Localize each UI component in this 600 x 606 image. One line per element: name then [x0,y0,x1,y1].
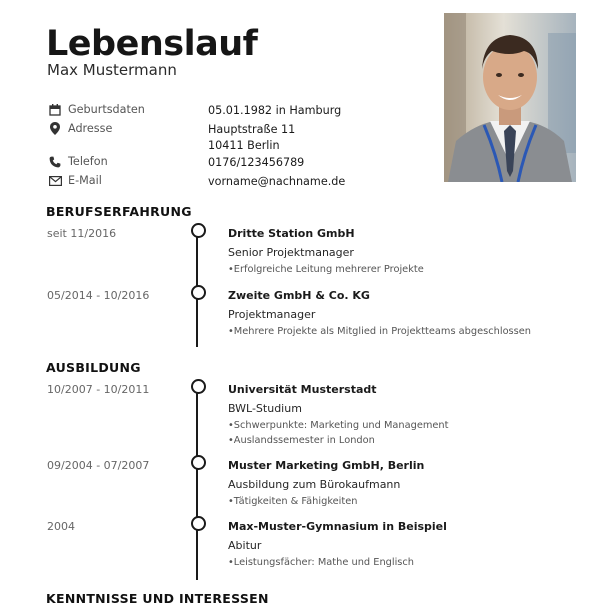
entry-organization: Zweite GmbH & Co. KG [228,289,370,302]
entry-bullets [228,263,424,278]
info-value: vorname@nachname.de [208,175,346,188]
entry-bullet: • Mehrere Projekte als Mitglied in Projektteams abgeschlossen [228,325,531,340]
entry-bullet: • Tätigkeiten & Fähigkeiten [228,495,357,510]
envelope-icon [48,174,62,187]
entry-bullet: • Schwerpunkte: Marketing und Management [228,419,449,434]
info-row-address [48,122,448,152]
entry-date: 09/2004 - 07/2007 [47,459,150,472]
entry-date: seit 11/2016 [47,227,117,240]
info-label: E-Mail [68,174,102,187]
section-title-education: AUSBILDUNG [46,360,141,375]
info-label: Adresse [68,122,113,135]
page-title: Lebenslauf [46,24,258,64]
entry-bullet: • Leistungsfächer: Mathe und Englisch [228,556,414,571]
entry-role: Projektmanager [228,308,316,321]
timeline-line [196,388,198,580]
entry-organization: Max-Muster-Gymnasium in Beispiel [228,520,447,533]
person-name: Max Mustermann [47,61,177,79]
entry-organization: Muster Marketing GmbH, Berlin [228,459,425,472]
section-title-skills: KENNTNISSE UND INTERESSEN [46,591,269,606]
entry-date: 2004 [47,520,75,533]
info-value: Hauptstraße 11 10411 Berlin [208,123,296,152]
info-row-phone [48,155,448,169]
info-label: Geburtsdaten [68,103,145,116]
entry-bullet: • Erfolgreiche Leitung mehrerer Projekte [228,263,424,278]
entry-date: 10/2007 - 10/2011 [47,383,150,396]
entry-date: 05/2014 - 10/2016 [47,289,150,302]
info-label: Telefon [68,155,108,168]
entry-organization: Dritte Station GmbH [228,227,355,240]
entry-role: Ausbildung zum Bürokaufmann [228,478,401,491]
info-value: 0176/123456789 [208,156,305,169]
entry-role: Abitur [228,539,262,552]
timeline-dot [191,223,206,238]
info-row-birth [48,103,448,117]
entry-bullets [228,556,414,571]
section-title-experience: BERUFSERFAHRUNG [46,204,192,219]
timeline-dot [191,379,206,394]
profile-photo [444,13,576,182]
entry-role: BWL-Studium [228,402,302,415]
entry-bullet: • Auslandssemester in London [228,434,449,449]
entry-organization: Universität Musterstadt [228,383,377,396]
entry-bullets [228,495,357,510]
calendar-icon [48,103,62,116]
info-value: 05.01.1982 in Hamburg [208,104,342,117]
timeline-dot [191,455,206,470]
timeline-dot [191,516,206,531]
location-pin-icon [48,122,62,135]
entry-role: Senior Projektmanager [228,246,354,259]
entry-bullets [228,325,531,340]
entry-bullets [228,419,449,448]
timeline-dot [191,285,206,300]
phone-icon [48,155,62,168]
info-row-email [48,174,448,188]
